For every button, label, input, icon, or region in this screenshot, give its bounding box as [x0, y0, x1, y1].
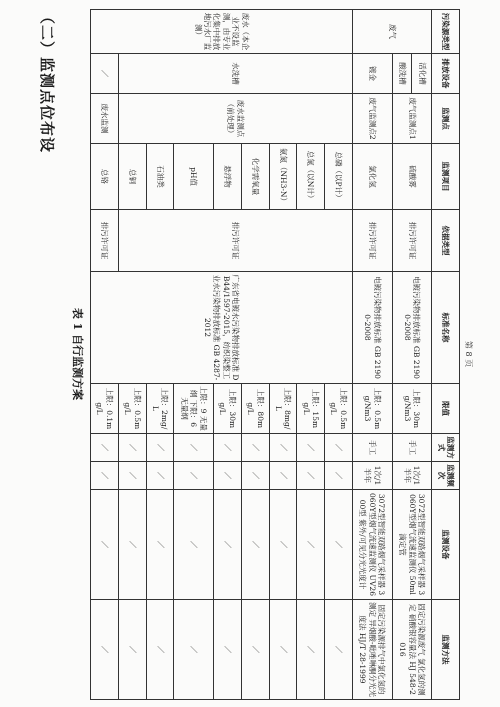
mode-cell: ／	[91, 434, 119, 462]
device-cell: 镀金	[352, 54, 392, 94]
source-type-cell: 废水（本企业不设监测，由专业化集中排放地污水厂监测）	[91, 10, 353, 54]
item-cell: 硫酸雾	[392, 144, 432, 210]
header-cell: 标准名称	[432, 272, 460, 384]
item-cell: 总磷（以P计）	[325, 144, 353, 210]
limit-cell: 上限：30mg/L	[214, 384, 242, 434]
mode-cell: 手工	[352, 434, 392, 462]
mode-cell: ／	[325, 434, 353, 462]
monitoring-plan-table	[90, 9, 460, 700]
device-cell: 水洗槽	[118, 54, 352, 94]
item-cell: 总氮（以N计）	[297, 144, 325, 210]
limit-cell: 上限：80mg/L	[241, 384, 269, 434]
equipment-cell: ／	[146, 490, 174, 600]
mode-cell: ／	[174, 434, 214, 462]
frequency-cell: ／	[297, 462, 325, 490]
equipment-cell: ／	[241, 490, 269, 600]
table-title: 表 1 自行监测方案	[71, 307, 84, 401]
mode-cell: ／	[214, 434, 242, 462]
basis-cell: 排污许可证	[91, 210, 119, 272]
frequency-cell: ／	[269, 462, 297, 490]
header-cell: 监测点	[432, 94, 460, 144]
basis-cell: 排污许可证	[118, 210, 352, 272]
method-cell: ／	[325, 600, 353, 700]
mode-cell: ／	[146, 434, 174, 462]
method-cell: ／	[269, 600, 297, 700]
method-cell: ／	[297, 600, 325, 700]
equipment-cell: ／	[214, 490, 242, 600]
method-cell: ／	[241, 600, 269, 700]
limit-cell: 上限：8mg/L	[269, 384, 297, 434]
device-cell: ／	[91, 54, 119, 94]
item-cell: 石油类	[146, 144, 174, 210]
mode-cell: ／	[118, 434, 146, 462]
limit-cell: 上限：0.5mg/L	[118, 384, 146, 434]
basis-cell: 排污许可证	[392, 210, 432, 272]
frequency-cell: ／	[146, 462, 174, 490]
limit-cell: 上限：2mg/L	[146, 384, 174, 434]
mode-cell: ／	[297, 434, 325, 462]
header-cell: 监测项目	[432, 144, 460, 210]
table-header-row	[432, 10, 460, 700]
mode-cell: ／	[241, 434, 269, 462]
standard-cell: 广东省电镀水污染物排放标准 DB44/1597-2015，纺织染整工业水污染物排放标准 GB 4287-2012	[91, 272, 353, 384]
standard-cell: 电镀污染物排放标准 GB 21900-2008	[392, 272, 432, 384]
frequency-cell: ／	[174, 462, 214, 490]
basis-cell: 排污许可证	[352, 210, 392, 272]
item-cell: 化学需氧量	[241, 144, 269, 210]
limit-cell: 上限：0.1mg/L	[91, 384, 119, 434]
equipment-cell: ／	[269, 490, 297, 600]
device-cell: 酸洗槽	[392, 54, 412, 94]
method-cell: ／	[214, 600, 242, 700]
header-cell: 排放设备	[432, 54, 460, 94]
page-number: 第 8 页	[464, 340, 473, 368]
method-cell: ／	[118, 600, 146, 700]
limit-cell: 上限：0.5mg/Nm3	[352, 384, 392, 434]
header-cell: 监测设备	[432, 490, 460, 600]
equipment-cell: 3072型智能双路烟气采样器 3060Y型烟气流速监测仪 UV2600型 紫外/可见分光光度计	[352, 490, 392, 600]
device-cell: 活化槽	[412, 54, 432, 94]
table-row	[325, 10, 353, 700]
source-type-cell: 废气	[352, 10, 431, 54]
point-cell: 废水监测点（前处理）	[118, 94, 352, 144]
item-cell: 悬浮物	[214, 144, 242, 210]
mode-cell: ／	[269, 434, 297, 462]
limit-cell: 上限：30mg/Nm3	[392, 384, 432, 434]
equipment-cell: ／	[91, 490, 119, 600]
method-cell: 固定污染源排气中氯化氢的测定 异烟酸-吡唑啉酮分光光度法 HJ/T 28-1999	[352, 600, 392, 700]
table-row	[352, 10, 392, 700]
rotated-content	[32, 9, 472, 699]
method-cell: 固定污染源废气 氯化氢的测定 硝酸银容量法 HJ 548-2016	[392, 600, 432, 700]
equipment-cell: 3072型智能双路烟气采样器 3060Y型烟气流速监测仪 50ml滴定管	[392, 490, 432, 600]
frequency-cell: 1次/1半年	[352, 462, 392, 490]
point-cell: 废水监测	[91, 94, 119, 144]
method-cell: ／	[174, 600, 214, 700]
frequency-cell: ／	[241, 462, 269, 490]
item-cell: 总铜	[118, 144, 146, 210]
method-cell: ／	[91, 600, 119, 700]
mode-cell: 手工	[392, 434, 432, 462]
header-cell: 监测频次	[432, 462, 460, 490]
limit-cell: 上限：0.5mg/L	[325, 384, 353, 434]
frequency-cell: ／	[214, 462, 242, 490]
limit-cell: 上限：9 无量纲 下限：6 无量纲	[174, 384, 214, 434]
standard-cell: 电镀污染物排放标准 GB 21900-2008	[352, 272, 392, 384]
header-cell: 污染源类型	[432, 10, 460, 54]
header-cell: 依据类型	[432, 210, 460, 272]
item-cell: 氨氮（NH3-N）	[269, 144, 297, 210]
limit-cell: 上限：15mg/L	[297, 384, 325, 434]
header-cell: 监测方式	[432, 434, 460, 462]
equipment-cell: ／	[118, 490, 146, 600]
section-title: （二）监测点位布设	[38, 9, 56, 154]
equipment-cell: ／	[297, 490, 325, 600]
point-cell: 废气监测点2	[352, 94, 392, 144]
header-cell: 监测方法	[432, 600, 460, 700]
item-cell: pH值	[174, 144, 214, 210]
item-cell: 氯化氢	[352, 144, 392, 210]
method-cell: ／	[146, 600, 174, 700]
equipment-cell: ／	[174, 490, 214, 600]
point-cell: 废气监测点1	[392, 94, 432, 144]
equipment-cell: ／	[325, 490, 353, 600]
table-row	[412, 10, 432, 700]
header-cell: 限值	[432, 384, 460, 434]
frequency-cell: ／	[91, 462, 119, 490]
frequency-cell: ／	[325, 462, 353, 490]
frequency-cell: ／	[118, 462, 146, 490]
item-cell: 总铬	[91, 144, 119, 210]
frequency-cell: 1次/1半年	[392, 462, 432, 490]
